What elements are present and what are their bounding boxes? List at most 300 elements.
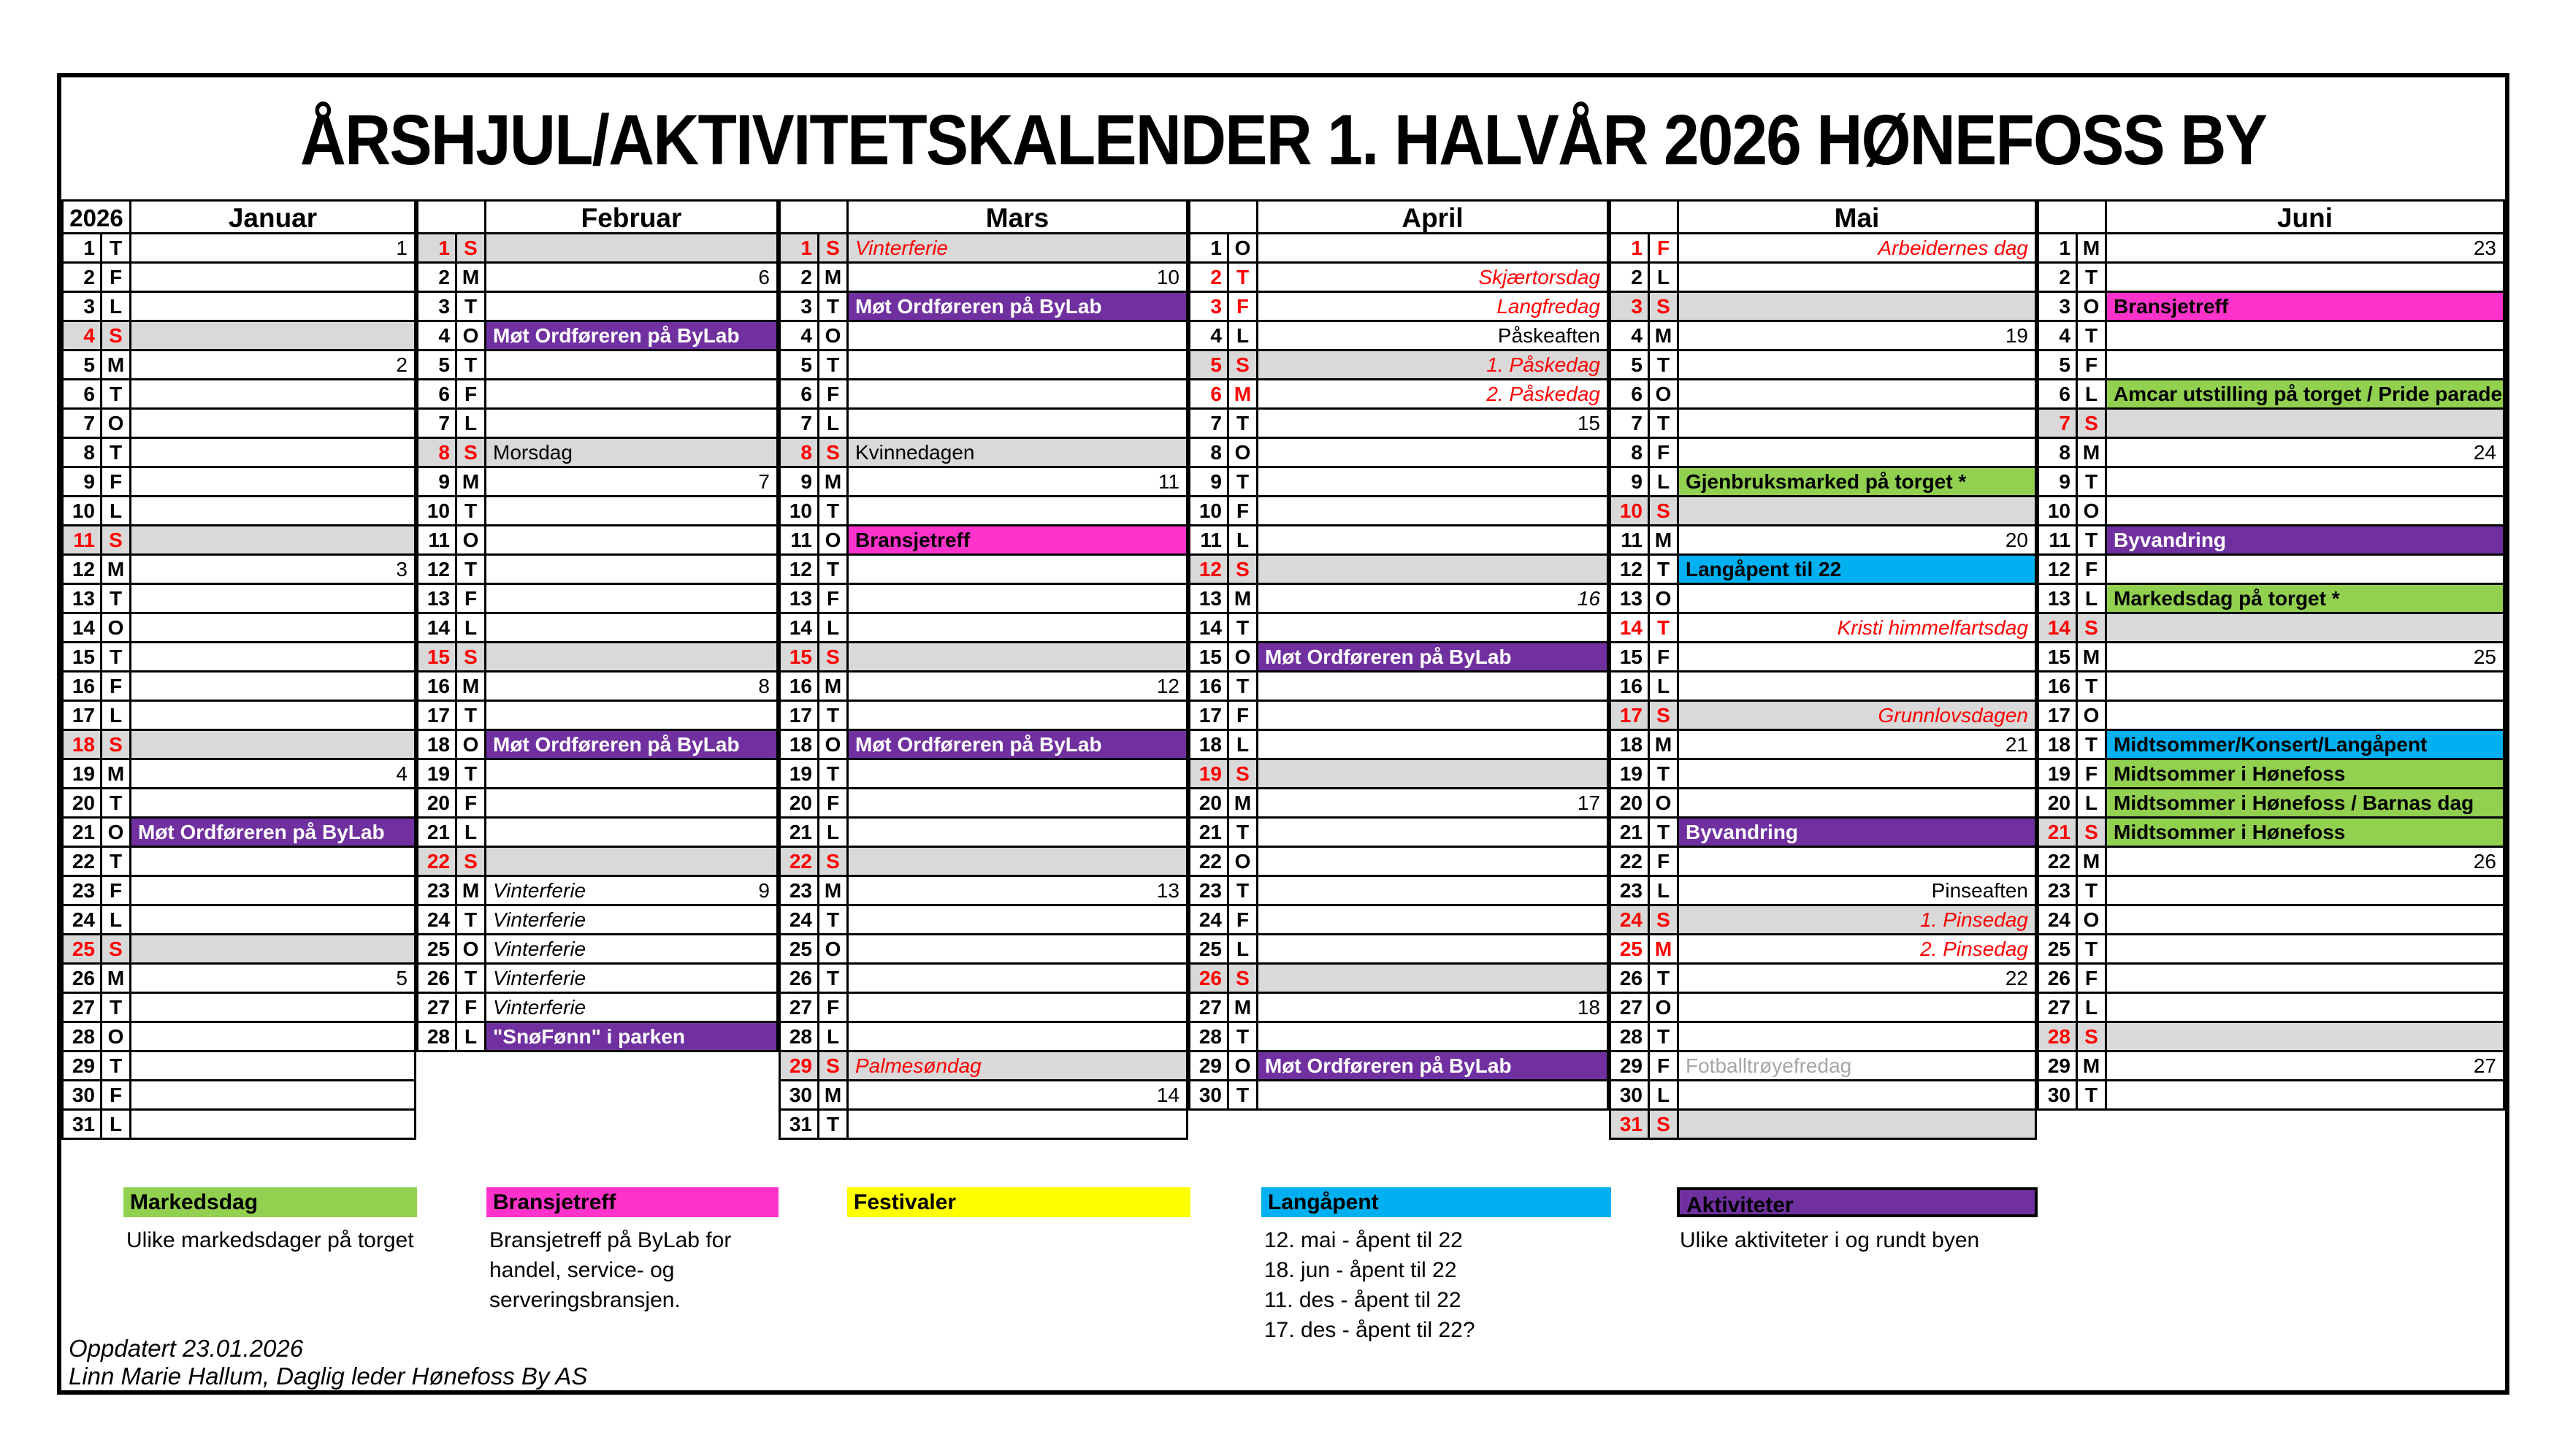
event-cell: [849, 1111, 1188, 1140]
weekday-cell: O: [457, 322, 486, 351]
weekday-cell: M: [1229, 585, 1258, 614]
event-label: Møt Ordføreren på ByLab: [855, 295, 1102, 318]
event-cell: [486, 935, 779, 965]
event-cell: [1258, 643, 1609, 673]
day-number-cell: 10: [416, 497, 457, 526]
day-number-cell: 30: [779, 1081, 819, 1111]
page-title: ÅRSHJUL/AKTIVITETSKALENDER 1. HALVÅR 2026 HØNEFOSS BY: [299, 100, 2267, 180]
weekday-cell: T: [1650, 556, 1679, 585]
day-number-cell: 17: [1609, 702, 1650, 731]
day-number-cell: 14: [1188, 614, 1229, 643]
day-number-cell: 4: [779, 322, 819, 351]
day-number-cell: 5: [416, 351, 457, 380]
event-cell: [131, 965, 416, 994]
event-cell: [131, 673, 416, 702]
event-cell: [131, 994, 416, 1023]
day-number-cell: 7: [1188, 410, 1229, 439]
event-cell: [1258, 380, 1609, 410]
weekday-cell: T: [102, 1052, 131, 1081]
legend-swatch-aktiviteter: Aktiviteter: [1677, 1187, 2038, 1217]
event-cell: [486, 468, 779, 497]
day-number-cell: 27: [416, 994, 457, 1023]
day-number-cell: 24: [2037, 906, 2078, 935]
month-gutter-header: [416, 202, 486, 234]
day-number-cell: 29: [1188, 1052, 1229, 1081]
event-label: Vinterferie: [855, 237, 949, 259]
event-cell: [1258, 789, 1609, 819]
event-label: Møt Ordføreren på ByLab: [1265, 1054, 1512, 1077]
event-cell: [486, 322, 779, 351]
weekday-cell: M: [1650, 322, 1679, 351]
weekday-cell: F: [1229, 702, 1258, 731]
day-number-cell: 27: [779, 994, 819, 1023]
weekday-cell: L: [2078, 994, 2107, 1023]
day-number-cell: 14: [416, 614, 457, 643]
day-number-cell: 26: [1188, 965, 1229, 994]
day-number-cell: 6: [61, 380, 102, 410]
empty-cell: [1229, 1111, 1258, 1140]
week-number: 5: [396, 967, 408, 989]
weekday-cell: T: [2078, 877, 2107, 906]
event-cell: [1679, 439, 2037, 468]
footer-updated-date: Oppdatert 23.01.2026: [69, 1335, 304, 1362]
weekday-cell: S: [2078, 614, 2107, 643]
weekday-cell: F: [102, 1081, 131, 1111]
event-cell: [849, 526, 1188, 556]
weekday-cell: L: [102, 906, 131, 935]
day-number-cell: 18: [416, 731, 457, 760]
weekday-cell: M: [1650, 731, 1679, 760]
weekday-cell: M: [1229, 994, 1258, 1023]
day-number-cell: 28: [61, 1023, 102, 1052]
event-cell: [486, 819, 779, 848]
day-number-cell: 13: [1188, 585, 1229, 614]
day-number-cell: 8: [1188, 439, 1229, 468]
day-number-cell: 26: [779, 965, 819, 994]
day-number-cell: 18: [1609, 731, 1650, 760]
weekday-cell: L: [819, 819, 849, 848]
weekday-cell: T: [102, 585, 131, 614]
event-cell: [1679, 643, 2037, 673]
day-number-cell: 30: [1188, 1081, 1229, 1111]
event-cell: [2107, 848, 2505, 877]
week-number: 2: [396, 353, 408, 376]
day-number-cell: 17: [779, 702, 819, 731]
day-number-cell: 19: [416, 760, 457, 789]
weekday-cell: S: [457, 643, 486, 673]
weekday-cell: O: [2078, 497, 2107, 526]
empty-cell: [1258, 1111, 1609, 1140]
day-number-cell: 17: [2037, 702, 2078, 731]
event-label: Palmesøndag: [855, 1054, 982, 1077]
day-number-cell: 11: [1188, 526, 1229, 556]
event-cell: [131, 614, 416, 643]
event-cell: [1258, 760, 1609, 789]
day-number-cell: 7: [2037, 410, 2078, 439]
day-number-cell: 26: [416, 965, 457, 994]
legend-swatch-markedsdag: Markedsdag: [123, 1187, 417, 1217]
day-number-cell: 21: [416, 819, 457, 848]
weekday-cell: F: [102, 264, 131, 293]
event-cell: [1679, 935, 2037, 965]
event-cell: [849, 789, 1188, 819]
day-number-cell: 22: [779, 848, 819, 877]
day-number-cell: 2: [779, 264, 819, 293]
event-cell: [849, 1023, 1188, 1052]
event-cell: [2107, 643, 2505, 673]
day-number-cell: 13: [416, 585, 457, 614]
week-number: 24: [2473, 441, 2496, 464]
event-label: Gjenbruksmarked på torget *: [1686, 470, 1967, 493]
weekday-cell: T: [1650, 351, 1679, 380]
weekday-cell: T: [457, 906, 486, 935]
day-number-cell: 1: [1609, 234, 1650, 264]
event-label: Morsdag: [493, 441, 573, 464]
day-number-cell: 18: [2037, 731, 2078, 760]
day-number-cell: 6: [779, 380, 819, 410]
week-number: 16: [1577, 587, 1600, 610]
day-number-cell: 1: [2037, 234, 2078, 264]
event-cell: [1258, 848, 1609, 877]
weekday-cell: F: [1650, 643, 1679, 673]
weekday-cell: F: [457, 585, 486, 614]
day-number-cell: 1: [779, 234, 819, 264]
event-cell: [1258, 877, 1609, 906]
day-number-cell: 2: [2037, 264, 2078, 293]
event-cell: [486, 848, 779, 877]
weekday-cell: S: [1650, 906, 1679, 935]
event-label: Langåpent til 22: [1686, 558, 1842, 581]
weekday-cell: S: [2078, 819, 2107, 848]
weekday-cell: F: [2078, 556, 2107, 585]
day-number-cell: 3: [1609, 293, 1650, 322]
event-cell: [486, 380, 779, 410]
weekday-cell: F: [2078, 760, 2107, 789]
weekday-cell: M: [1229, 789, 1258, 819]
event-cell: [1679, 614, 2037, 643]
weekday-cell: M: [1229, 380, 1258, 410]
day-number-cell: 25: [61, 935, 102, 965]
day-number-cell: 11: [1609, 526, 1650, 556]
event-cell: [1679, 877, 2037, 906]
day-number-cell: 6: [1188, 380, 1229, 410]
day-number-cell: 4: [1188, 322, 1229, 351]
weekday-cell: O: [102, 614, 131, 643]
event-cell: [849, 614, 1188, 643]
event-cell: [1679, 410, 2037, 439]
weekday-cell: T: [1650, 410, 1679, 439]
day-number-cell: 25: [779, 935, 819, 965]
weekday-cell: L: [102, 702, 131, 731]
event-cell: [1679, 556, 2037, 585]
day-number-cell: 30: [1609, 1081, 1650, 1111]
event-label: Møt Ordføreren på ByLab: [138, 821, 385, 843]
day-number-cell: 5: [1609, 351, 1650, 380]
day-number-cell: 7: [61, 410, 102, 439]
event-cell: [486, 556, 779, 585]
event-cell: [1258, 410, 1609, 439]
day-number-cell: 31: [1609, 1111, 1650, 1140]
weekday-cell: F: [1650, 234, 1679, 264]
event-label: Vinterferie: [493, 908, 586, 931]
weekday-cell: S: [102, 731, 131, 760]
event-label: Vinterferie: [493, 996, 586, 1019]
event-cell: [1258, 497, 1609, 526]
event-label: 1. Påskedag: [1486, 353, 1600, 376]
day-number-cell: 14: [1609, 614, 1650, 643]
event-cell: [131, 702, 416, 731]
week-number: 19: [2005, 324, 2028, 347]
day-number-cell: 12: [1188, 556, 1229, 585]
day-number-cell: 21: [2037, 819, 2078, 848]
event-cell: [131, 731, 416, 760]
weekday-cell: S: [2078, 410, 2107, 439]
month-gutter-header: [1188, 202, 1258, 234]
week-number: 22: [2005, 967, 2028, 989]
weekday-cell: F: [102, 673, 131, 702]
weekday-cell: O: [1650, 994, 1679, 1023]
event-cell: [486, 906, 779, 935]
empty-cell: [416, 1111, 457, 1140]
event-cell: [1679, 1052, 2037, 1081]
event-label: Vinterferie: [493, 967, 586, 989]
day-number-cell: 4: [2037, 322, 2078, 351]
event-cell: [2107, 965, 2505, 994]
day-number-cell: 25: [416, 935, 457, 965]
footer-author: Linn Marie Hallum, Daglig leder Hønefoss By AS: [69, 1363, 588, 1390]
weekday-cell: F: [102, 877, 131, 906]
event-label: Møt Ordføreren på ByLab: [855, 733, 1102, 756]
event-cell: [131, 439, 416, 468]
empty-cell: [416, 1052, 457, 1081]
weekday-cell: S: [457, 439, 486, 468]
event-cell: [2107, 819, 2505, 848]
week-number: 11: [1158, 470, 1179, 493]
weekday-cell: L: [1650, 1081, 1679, 1111]
event-label: Bransjetreff: [855, 529, 971, 551]
event-cell: [2107, 731, 2505, 760]
event-label: Amcar utstilling på torget / Pride parade: [2114, 383, 2503, 405]
event-cell: [1679, 702, 2037, 731]
day-number-cell: 19: [1188, 760, 1229, 789]
event-cell: [1679, 322, 2037, 351]
event-cell: [131, 526, 416, 556]
day-number-cell: 23: [2037, 877, 2078, 906]
event-cell: [849, 965, 1188, 994]
event-cell: [131, 789, 416, 819]
weekday-cell: S: [819, 1052, 849, 1081]
day-number-cell: 7: [1609, 410, 1650, 439]
event-cell: [1679, 526, 2037, 556]
weekday-cell: T: [1229, 877, 1258, 906]
event-cell: [486, 702, 779, 731]
weekday-cell: L: [102, 1111, 131, 1140]
weekday-cell: O: [819, 935, 849, 965]
event-label: Midtsommer i Hønefoss: [2114, 821, 2346, 843]
event-cell: [849, 906, 1188, 935]
day-number-cell: 31: [779, 1111, 819, 1140]
weekday-cell: T: [457, 497, 486, 526]
weekday-cell: T: [457, 702, 486, 731]
weekday-cell: L: [1650, 468, 1679, 497]
month-gutter-header: [779, 202, 849, 234]
day-number-cell: 28: [1188, 1023, 1229, 1052]
event-cell: [849, 994, 1188, 1023]
weekday-cell: T: [1650, 614, 1679, 643]
event-label: 2. Påskedag: [1486, 383, 1600, 405]
weekday-cell: T: [1229, 673, 1258, 702]
day-number-cell: 7: [416, 410, 457, 439]
day-number-cell: 16: [61, 673, 102, 702]
day-number-cell: 25: [1188, 935, 1229, 965]
weekday-cell: T: [819, 1111, 849, 1140]
weekday-cell: S: [1229, 965, 1258, 994]
weekday-cell: F: [819, 585, 849, 614]
event-cell: [131, 410, 416, 439]
weekday-cell: F: [2078, 351, 2107, 380]
day-number-cell: 2: [416, 264, 457, 293]
empty-cell: [486, 1111, 779, 1140]
day-number-cell: 5: [2037, 351, 2078, 380]
weekday-cell: T: [819, 351, 849, 380]
event-cell: [486, 497, 779, 526]
legend-description: serveringsbransjen.: [489, 1288, 681, 1312]
event-cell: [1258, 585, 1609, 614]
day-number-cell: 5: [1188, 351, 1229, 380]
day-number-cell: 22: [1188, 848, 1229, 877]
event-cell: [849, 731, 1188, 760]
day-number-cell: 11: [779, 526, 819, 556]
empty-cell: [416, 1081, 457, 1111]
weekday-cell: F: [1650, 1052, 1679, 1081]
weekday-cell: L: [1650, 264, 1679, 293]
legend-swatch-bransjetreff: Bransjetreff: [486, 1187, 779, 1217]
event-cell: [131, 935, 416, 965]
event-cell: [131, 234, 416, 264]
event-cell: [2107, 526, 2505, 556]
event-cell: [1258, 1023, 1609, 1052]
weekday-cell: F: [1229, 906, 1258, 935]
empty-cell: [2107, 1111, 2505, 1140]
event-cell: [849, 410, 1188, 439]
event-cell: [1679, 848, 2037, 877]
day-number-cell: 27: [1188, 994, 1229, 1023]
event-label: Møt Ordføreren på ByLab: [1265, 645, 1512, 668]
weekday-cell: S: [457, 234, 486, 264]
day-number-cell: 9: [1609, 468, 1650, 497]
weekday-cell: T: [102, 380, 131, 410]
event-cell: [2107, 351, 2505, 380]
event-cell: [1258, 935, 1609, 965]
weekday-cell: M: [819, 877, 849, 906]
weekday-cell: T: [1229, 1081, 1258, 1111]
event-cell: [849, 760, 1188, 789]
day-number-cell: 4: [416, 322, 457, 351]
weekday-cell: T: [1650, 1023, 1679, 1052]
event-cell: [1679, 819, 2037, 848]
weekday-cell: O: [819, 322, 849, 351]
event-cell: [849, 322, 1188, 351]
event-cell: [131, 351, 416, 380]
empty-cell: [486, 1081, 779, 1111]
weekday-cell: T: [2078, 264, 2107, 293]
day-number-cell: 8: [1609, 439, 1650, 468]
event-cell: [1258, 614, 1609, 643]
event-cell: [131, 1023, 416, 1052]
event-label: "SnøFønn" i parken: [493, 1025, 686, 1048]
weekday-cell: T: [457, 760, 486, 789]
weekday-cell: F: [1650, 439, 1679, 468]
day-number-cell: 23: [1609, 877, 1650, 906]
event-cell: [849, 848, 1188, 877]
week-number: 9: [758, 879, 770, 902]
day-number-cell: 16: [1609, 673, 1650, 702]
day-number-cell: 1: [1188, 234, 1229, 264]
weekday-cell: M: [102, 351, 131, 380]
day-number-cell: 30: [61, 1081, 102, 1111]
week-number: 20: [2005, 529, 2028, 551]
weekday-cell: L: [2078, 585, 2107, 614]
week-number: 6: [758, 266, 770, 288]
weekday-cell: S: [457, 848, 486, 877]
event-cell: [2107, 789, 2505, 819]
weekday-cell: L: [819, 614, 849, 643]
event-cell: [131, 819, 416, 848]
weekday-cell: L: [819, 1023, 849, 1052]
day-number-cell: 26: [61, 965, 102, 994]
event-cell: [1258, 351, 1609, 380]
week-number: 17: [1577, 792, 1600, 814]
day-number-cell: 22: [416, 848, 457, 877]
day-number-cell: 17: [1188, 702, 1229, 731]
weekday-cell: T: [102, 848, 131, 877]
event-cell: [131, 1081, 416, 1111]
event-cell: [131, 293, 416, 322]
month-header-mars: Mars: [849, 202, 1188, 234]
day-number-cell: 19: [1609, 760, 1650, 789]
day-number-cell: 8: [2037, 439, 2078, 468]
event-cell: [1679, 673, 2037, 702]
event-cell: [2107, 585, 2505, 614]
day-number-cell: 13: [2037, 585, 2078, 614]
day-number-cell: 3: [416, 293, 457, 322]
event-label: Midtsommer/Konsert/Langåpent: [2114, 733, 2428, 756]
weekday-cell: F: [457, 789, 486, 819]
day-number-cell: 21: [1188, 819, 1229, 848]
weekday-cell: L: [457, 614, 486, 643]
calendar-sheet: [57, 73, 2509, 1395]
event-label: Skjærtorsdag: [1478, 266, 1600, 288]
day-number-cell: 19: [779, 760, 819, 789]
weekday-cell: M: [2078, 643, 2107, 673]
event-cell: [1679, 264, 2037, 293]
event-cell: [849, 351, 1188, 380]
weekday-cell: O: [1229, 234, 1258, 264]
day-number-cell: 18: [779, 731, 819, 760]
day-number-cell: 12: [779, 556, 819, 585]
weekday-cell: O: [1229, 848, 1258, 877]
event-cell: [2107, 1052, 2505, 1081]
weekday-cell: L: [2078, 380, 2107, 410]
event-cell: [2107, 556, 2505, 585]
day-number-cell: 1: [61, 234, 102, 264]
event-label: Fotballtrøyefredag: [1686, 1054, 1852, 1077]
day-number-cell: 12: [61, 556, 102, 585]
event-label: Møt Ordføreren på ByLab: [493, 733, 740, 756]
weekday-cell: T: [102, 994, 131, 1023]
day-number-cell: 20: [61, 789, 102, 819]
weekday-cell: F: [819, 380, 849, 410]
